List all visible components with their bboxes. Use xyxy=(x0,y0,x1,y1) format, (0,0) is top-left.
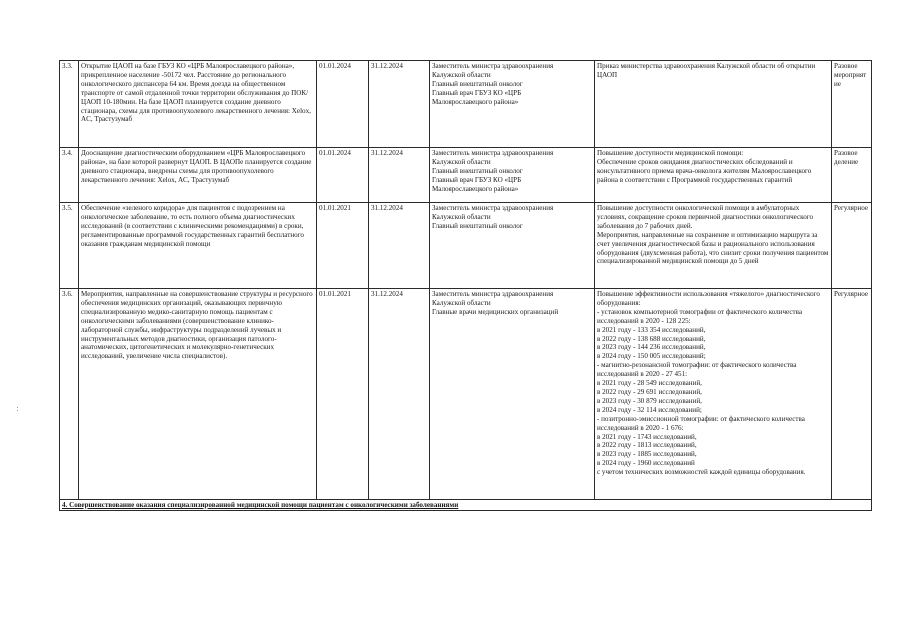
result-line: в 2023 году - 1885 исследований, xyxy=(597,450,697,459)
row-number: 3.5. xyxy=(60,203,79,289)
responsible-line: Главный внештатный онколог xyxy=(432,166,523,175)
result-cell xyxy=(595,148,832,203)
activity-cell: Мероприятия, направленные на совершенствование структуры и ресурсного обеспечения медицинских организаций, оказывающих первичную специализированную медико-санитарную помощь пациентам с онкологическими заболеваниями (совершенствование клинико-лабораторной службы, инфраструктуры подразделений лучевых и инструментальных методов диагностики, организация патолого-анатомических, цитогенетических и молекулярно-генетических исследований, увеличение числа специалистов). xyxy=(79,289,317,500)
responsible-cell xyxy=(430,289,595,500)
activity-cell: Открытие ЦАОП на базе ГБУЗ КО «ЦРБ Малоярославецкого района», прикрепленное население -50172 чел. Расстояние до регионального онкологического диспансера 64 км. Время доезда на общественном транспорте от самой отдаленной точки территории обслуживания до ПОК/ЦАОП 10-180мин. На базе ЦАОП планируется создание дневного стационара, схемы для противоопухолевого лекарственного лечения: Xelox, AC, Трастузумаб xyxy=(79,61,317,148)
result-line: в 2024 году - 150 005 исследований; xyxy=(597,352,706,361)
scan-speck xyxy=(17,410,18,411)
result-line: - магнитно-резонансной томографии: от фактического количества исследований в 2020 - 27 451: xyxy=(597,361,797,379)
result-cell xyxy=(595,61,832,148)
table-row xyxy=(60,148,872,203)
row-number: 3.3. xyxy=(60,61,79,148)
responsible-cell xyxy=(430,203,595,289)
responsible-line: Калужской области xyxy=(432,212,491,221)
start-date-cell: 01.01.2021 xyxy=(317,203,369,289)
result-line: - позитронно-эмиссионной томографии: от фактического количества исследований в 2020 - 1 676: xyxy=(597,414,805,432)
responsible-line: Заместитель министра здравоохранения xyxy=(432,62,554,70)
end-date-cell: 31.12.2024 xyxy=(369,148,430,203)
result-line: в 2022 году - 29 691 исследований, xyxy=(597,387,702,396)
table-row xyxy=(60,61,872,148)
section-heading-row xyxy=(60,500,872,511)
responsible-line: Главные врачи медицинских организаций xyxy=(432,307,559,316)
scan-speck xyxy=(17,407,18,408)
result-line: Повышение доступности онкологической помощи в амбулаторных условиях, сокращение сроков первичной диагностики онкологического заболевания до 7 рабочих дней. xyxy=(597,204,814,230)
responsible-cell xyxy=(430,61,595,148)
responsible-line: Малоярославецкого района» xyxy=(432,97,519,106)
responsible-cell xyxy=(430,148,595,203)
end-date-cell: 31.12.2024 xyxy=(369,203,430,289)
result-line: в 2024 году - 1960 исследований xyxy=(597,459,695,468)
result-line: Повышение эффективности использования «тяжелого» диагностического оборудования: xyxy=(597,290,820,307)
responsible-line: Калужской области xyxy=(432,70,491,79)
result-line: в 2023 году - 144 236 исследований, xyxy=(597,343,706,352)
result-cell xyxy=(595,203,832,289)
start-date-cell: 01.01.2024 xyxy=(317,61,369,148)
result-line: - установок компьютерной томографии от фактического количества исследований в 2020 - 128 225: xyxy=(597,307,803,325)
section-heading: 4. Совершенствование оказания специализированной медицинской помощи пациентам с онкологическими заболеваниями xyxy=(60,500,872,511)
responsible-line: Калужской области xyxy=(432,298,491,307)
result-cell xyxy=(595,289,832,500)
responsible-line: Заместитель министра здравоохранения xyxy=(432,290,554,298)
result-line: в 2022 году - 138 688 исследований, xyxy=(597,334,706,343)
end-date-cell: 31.12.2024 xyxy=(369,61,430,148)
table-row xyxy=(60,203,872,289)
responsible-line: Заместитель министра здравоохранения xyxy=(432,204,554,212)
start-date-cell: 01.01.2021 xyxy=(317,289,369,500)
result-line: в 2024 году - 32 114 исследований; xyxy=(597,405,702,414)
result-line: с учетом технических возможностей каждой единицы оборудования. xyxy=(597,468,806,477)
responsible-line: Главный внештатный онколог xyxy=(432,221,523,230)
periodicity-cell: Разовое деление xyxy=(832,148,872,203)
activities-table xyxy=(59,60,872,511)
responsible-line: Заместитель министра здравоохранения xyxy=(432,149,554,157)
row-number: 3.6. xyxy=(60,289,79,500)
activity-cell: Дооснащение диагностическим оборудованием «ЦРБ Малоярославецкого района», на базе которой развернут ЦАОП. В ЦАОПе планируется создание дневного стационара, внедрены схемы для противоопухолевого лекарственного лечения: Xelox, AC, Трастузумаб xyxy=(79,148,317,203)
result-line: в 2023 году - 30 879 исследований, xyxy=(597,396,702,405)
responsible-line: Главный внештатный онколог xyxy=(432,79,523,88)
periodicity-cell: Регулярное xyxy=(832,289,872,500)
result-line: в 2022 году - 1813 исследований, xyxy=(597,441,697,450)
result-line: в 2021 году - 133 354 исследований, xyxy=(597,325,706,334)
result-line: в 2021 году - 28 549 исследований, xyxy=(597,379,702,388)
result-line: Повышение доступности медицинской помощи: xyxy=(597,149,744,157)
responsible-line: Главный врач ГБУЗ КО «ЦРБ xyxy=(432,88,522,97)
periodicity-cell: Разовое мероприятие xyxy=(832,61,872,148)
result-line: Мероприятия, направленные на сохранение и оптимизацию маршрута за счет увеличения диагностической базы и рационального использования оборудования (двухсменная работа), что снизит сроки получения пациентом специализированной медицинской помощи до 5 дней xyxy=(597,230,829,266)
periodicity-cell: Регулярное xyxy=(832,203,872,289)
responsible-line: Главный врач ГБУЗ КО «ЦРБ xyxy=(432,175,522,184)
result-line: в 2021 году - 1743 исследований, xyxy=(597,432,697,441)
table-row xyxy=(60,289,872,500)
start-date-cell: 01.01.2024 xyxy=(317,148,369,203)
result-line: Обеспечение сроков ожидания диагностических обследований и консультативного приема врача-онколога жителям Малоярославецкого района в соответствии с Программой государственных гарантий xyxy=(597,157,812,184)
result-line: Приказ министерства здравоохранения Калужской области об открытии ЦАОП xyxy=(597,62,816,79)
row-number: 3.4. xyxy=(60,148,79,203)
responsible-line: Малоярославецкого района» xyxy=(432,184,519,193)
end-date-cell: 31.12.2024 xyxy=(369,289,430,500)
responsible-line: Калужской области xyxy=(432,157,491,166)
activity-cell: Обеспечение «зеленого коридора» для пациентов с подозрением на онкологическое заболевание, то есть полного объема диагностических исследований (в соответствии с клиническими рекомендациями) в сроки, регламентированные программой государственных гарантий бесплатного оказания гражданам медицинской помощи xyxy=(79,203,317,289)
